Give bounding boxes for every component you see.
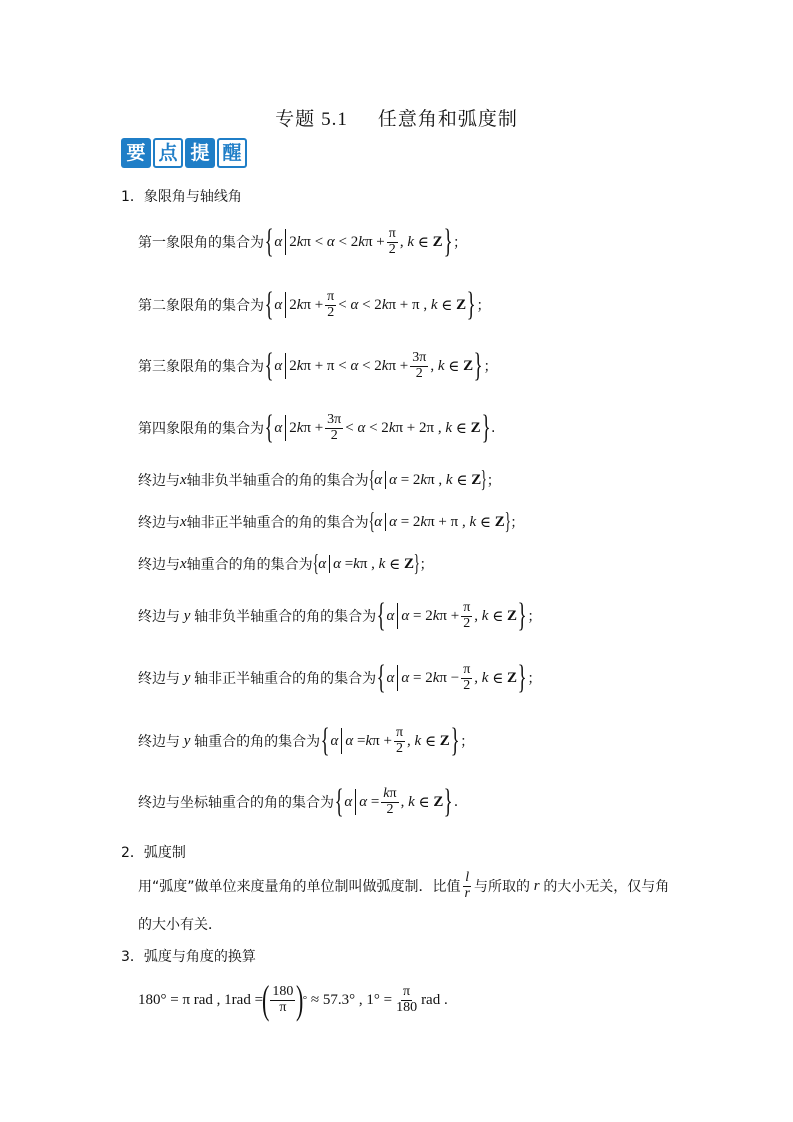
formula-label: 第二象限角的集合为 — [138, 298, 264, 314]
math-set: { α α = 2 k π , k ∈ Z } — [368, 467, 488, 493]
math-set: { α 2 k π + $\frac{\pi}{2}$ < α < 2 k π + π , k ∈ Z } — [264, 286, 476, 323]
punct: ； — [527, 609, 542, 625]
math-set: { α α = 2 k π − $\frac{\pi}{2}$ , k ∈ Z } — [376, 659, 527, 696]
formula-label: 终边与 — [138, 473, 180, 489]
punct: ； — [483, 359, 498, 375]
formula-line — [138, 346, 497, 386]
formula-label: 终边与 — [138, 515, 180, 531]
para-text: 与所取的 — [473, 879, 530, 895]
formula-label: 轴重合的角的集合为 — [186, 557, 313, 573]
formula-label: 第四象限角的集合为 — [138, 421, 264, 437]
punct: ； — [527, 671, 542, 687]
formula-label: 终边与 — [138, 671, 180, 687]
var-x: x — [180, 555, 187, 572]
formula-label: 轴非负半轴重合的角的集合为 — [194, 609, 377, 625]
badge-char: 要 — [121, 138, 151, 168]
formula-label: 终边与坐标轴重合的角的集合为 — [138, 795, 334, 811]
title-text: 任意角和弧度制 — [377, 108, 518, 130]
formula-label: 终边与 — [138, 557, 180, 573]
math-set: { α 2 k π + π < α < 2 k π + $\frac{3\pi}{2}$ , k ∈ Z } — [264, 347, 483, 384]
formula-label: 终边与 — [138, 609, 180, 625]
section-heading: 3．弧度与角度的换算 — [121, 949, 256, 965]
formula-line — [138, 222, 467, 262]
key-points-badge — [121, 138, 247, 168]
formula-label: 第一象限角的集合为 — [138, 235, 264, 251]
punct: ； — [510, 515, 525, 531]
punct: ； — [452, 235, 467, 251]
page-title — [0, 104, 793, 131]
radian-paragraph-cont: 的大小有关． — [138, 917, 222, 933]
var-x: x — [180, 471, 187, 488]
math-set: { α 2 k π + $\frac{3\pi}{2}$ < α < 2 k π + 2π , k ∈ Z } — [264, 409, 491, 446]
badge-char: 提 — [185, 138, 215, 168]
formula-label: 终边与 — [138, 734, 180, 750]
math-set: { α 2 k π < α < 2 k π + $\frac{\pi}{2}$ , k ∈ Z } — [264, 223, 453, 260]
var-y: y — [180, 732, 195, 749]
formula-label: 轴非负半轴重合的角的集合为 — [186, 473, 369, 489]
punct: ； — [460, 734, 475, 750]
punct: ； — [486, 473, 501, 489]
punct: . — [453, 794, 459, 810]
para-text: 用“弧度”做单位来度量角的单位制叫做弧度制．比值 — [138, 879, 461, 895]
formula-label: 轴重合的角的集合为 — [194, 734, 321, 750]
para-text: 的大小无关，仅与角 — [543, 879, 670, 895]
math-set: { α α = k π , k ∈ Z } — [312, 551, 420, 577]
ratio-fraction: $\frac{l}{r}$ — [464, 869, 470, 901]
title-prefix: 专题 — [275, 108, 316, 130]
section-heading: 2．弧度制 — [121, 845, 186, 861]
badge-char: 点 — [153, 138, 183, 168]
formula-label: 第三象限角的集合为 — [138, 359, 264, 375]
formula-line — [138, 782, 458, 822]
var-r: r — [529, 877, 544, 894]
formula-label: 轴非正半轴重合的角的集合为 — [186, 515, 369, 531]
formula-line — [138, 502, 524, 542]
var-y: y — [180, 669, 195, 686]
math-set: { α α = 2 k π + π , k ∈ Z } — [368, 509, 511, 535]
formula-label: 轴非正半轴重合的角的集合为 — [194, 671, 377, 687]
punct: ； — [476, 298, 491, 314]
math-set: { α α = 2 k π + $\frac{\pi}{2}$ , k ∈ Z } — [376, 597, 527, 634]
math-set: { α α = k π + $\frac{\pi}{2}$ , k ∈ Z } — [320, 722, 460, 759]
radian-paragraph — [138, 866, 669, 906]
formula-line — [138, 721, 474, 761]
math-set: { α α = $\frac{k\pi}{2}$ , k ∈ Z } — [334, 783, 454, 820]
conversion-formula — [138, 978, 448, 1022]
badge-char: 醒 — [217, 138, 247, 168]
punct: ； — [419, 557, 434, 573]
formula-line — [138, 544, 434, 584]
formula-line — [138, 285, 490, 325]
formula-line — [138, 658, 541, 698]
var-x: x — [180, 513, 187, 530]
math-conversion: 180° = π rad , 1rad = ( $\frac{180}{\pi}$ ) ° ≈ 57.3° , 1° = $\frac{\pi}{180}$ rad . — [138, 977, 448, 1022]
var-y: y — [180, 607, 195, 624]
title-number: 5.1 — [321, 109, 348, 130]
formula-line — [138, 460, 501, 500]
punct: . — [490, 420, 496, 436]
formula-line — [138, 596, 541, 636]
section-heading: 1．象限角与轴线角 — [121, 189, 242, 205]
formula-line — [138, 408, 495, 448]
